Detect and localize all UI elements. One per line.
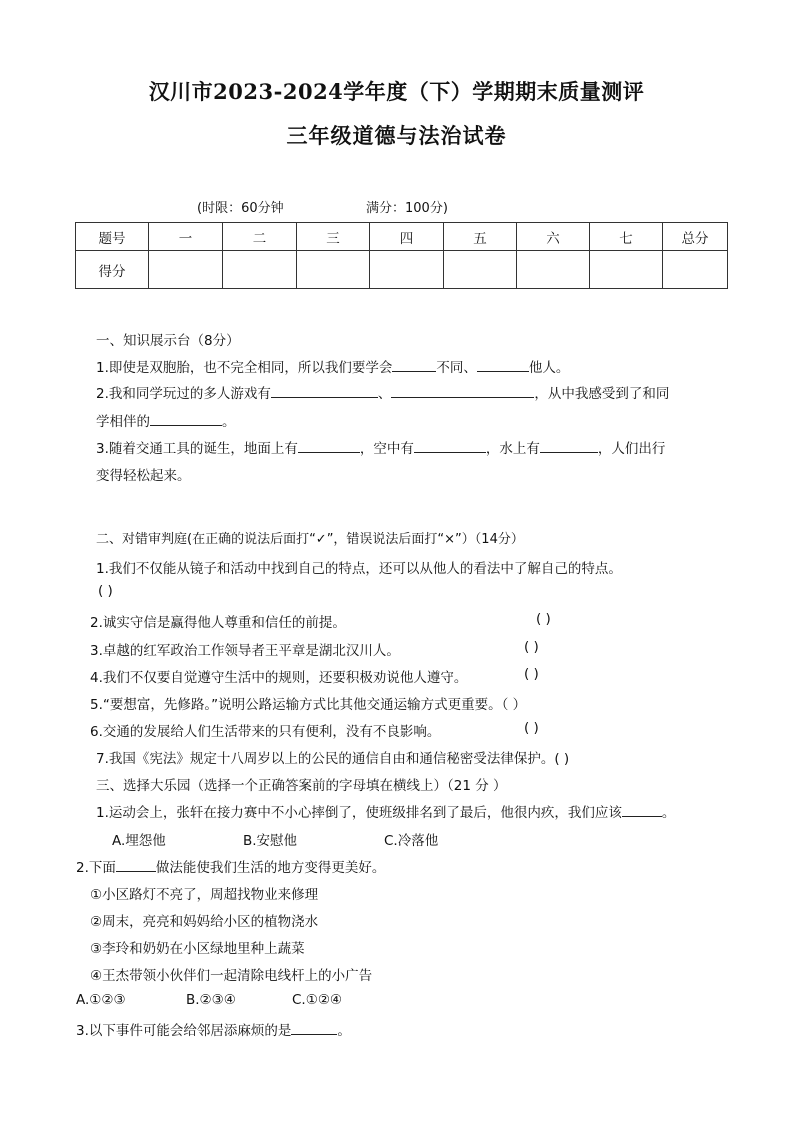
- question-text: 他人。: [528, 360, 570, 376]
- table-cell: 六: [517, 223, 590, 251]
- score-cell[interactable]: [517, 251, 590, 289]
- question-text: 不同、: [436, 360, 477, 376]
- score-cell[interactable]: [223, 251, 297, 289]
- s1-question-1: [96, 356, 569, 376]
- s2-question-7: 7.我国《宪法》规定十八周岁以上的公民的通信自由和通信秘密受法律保护。( ): [96, 751, 570, 767]
- table-cell: 五: [444, 223, 517, 251]
- score-cell[interactable]: [663, 251, 728, 289]
- s2-question-4: 4.我们不仅要自觉遵守生活中的规则，还要积极劝说他人遵守。: [90, 670, 468, 686]
- s2-question-6: 6.交通的发展给人们生活带来的只有便利，没有不良影响。: [90, 724, 441, 740]
- question-text: 3.以下事件可能会给邻居添麻烦的是: [76, 1023, 292, 1039]
- list-item: ③李玲和奶奶在小区绿地里种上蔬菜: [90, 941, 305, 957]
- question-text: 、: [377, 386, 392, 402]
- s3-question-3: [76, 1019, 351, 1039]
- score-cell[interactable]: [370, 251, 444, 289]
- option-a[interactable]: A.①②③: [76, 992, 126, 1008]
- answer-blank[interactable]: [392, 356, 436, 372]
- table-cell: 三: [297, 223, 370, 251]
- answer-blank[interactable]: [540, 437, 598, 453]
- answer-blank[interactable]: [150, 410, 222, 426]
- question-text: 1.运动会上，张轩在接力赛中不小心摔倒了，使班级排名到了最后，他很内疚，我们应该: [96, 805, 622, 821]
- s2-question-5: 5.“要想富，先修路。”说明公路运输方式比其他交通运输方式更重要。（ ）: [90, 697, 527, 713]
- answer-paren[interactable]: ( ): [524, 720, 539, 736]
- answer-blank[interactable]: [622, 801, 662, 817]
- s2-question-1: 1.我们不仅能从镜子和活动中找到自己的特点，还可以从他人的看法中了解自己的特点。: [96, 561, 622, 577]
- section1-heading: 一、知识展示台（8分）: [96, 333, 240, 349]
- question-text: ，水上有: [485, 441, 540, 457]
- question-text: ，从中我感受到了和同: [534, 386, 670, 402]
- table-cell: 题号: [76, 223, 149, 251]
- full-score: 满分：100分): [366, 201, 448, 216]
- question-text: 2.下面: [76, 860, 116, 876]
- table-cell: 得分: [76, 251, 149, 289]
- s3-question-1: [96, 801, 675, 821]
- score-table-score-row: [76, 251, 728, 289]
- score-cell[interactable]: [297, 251, 370, 289]
- option-b[interactable]: B.安慰他: [243, 833, 298, 849]
- page-subtitle: 三年级道德与法治试卷: [286, 123, 507, 148]
- answer-blank[interactable]: [477, 356, 529, 372]
- question-text: 。: [337, 1023, 351, 1039]
- s2-question-3: 3.卓越的红军政治工作领导者王平章是湖北汉川人。: [90, 643, 400, 659]
- s1-question-3: [96, 437, 665, 457]
- question-text: 学相伴的: [96, 414, 150, 430]
- question-text: 2.我和同学玩过的多人游戏有: [96, 386, 271, 402]
- answer-blank[interactable]: [116, 856, 156, 872]
- question-text: 3.随着交通工具的诞生，地面上有: [96, 441, 298, 457]
- answer-paren[interactable]: ( ): [524, 639, 539, 655]
- question-text: ，空中有: [359, 441, 414, 457]
- score-cell[interactable]: [590, 251, 663, 289]
- table-cell: 二: [223, 223, 297, 251]
- s1-question-2: [96, 382, 669, 402]
- option-c[interactable]: C.冷落他: [384, 833, 439, 849]
- s1-question-3-cont: 变得轻松起来。: [96, 468, 191, 484]
- page-title: 汉川市2023-2024学年度（下）学期期末质量测评: [148, 79, 645, 104]
- table-cell: 一: [149, 223, 223, 251]
- answer-blank[interactable]: [391, 382, 534, 398]
- s3-question-2: [76, 856, 385, 876]
- option-a[interactable]: A.埋怨他: [112, 833, 166, 849]
- score-cell[interactable]: [149, 251, 223, 289]
- answer-paren[interactable]: ( ): [536, 611, 551, 627]
- question-text: 。: [661, 805, 676, 821]
- s1-question-2-cont: [96, 410, 236, 430]
- option-b[interactable]: B.②③④: [186, 992, 236, 1008]
- answer-blank[interactable]: [271, 382, 378, 398]
- question-text: 1.即使是双胞胎，也不完全相同，所以我们要学会: [96, 360, 393, 376]
- answer-paren[interactable]: ( ): [524, 666, 539, 682]
- answer-paren[interactable]: ( ): [98, 583, 113, 599]
- answer-blank[interactable]: [298, 437, 360, 453]
- list-item: ②周末，亮亮和妈妈给小区的植物浇水: [90, 914, 319, 930]
- question-text: 。: [222, 414, 236, 430]
- list-item: ①小区路灯不亮了，周超找物业来修理: [90, 887, 319, 903]
- table-cell: 七: [590, 223, 663, 251]
- option-c[interactable]: C.①②④: [292, 992, 343, 1008]
- answer-blank[interactable]: [291, 1019, 337, 1035]
- score-table-header-row: [76, 223, 728, 251]
- score-table: [75, 222, 728, 289]
- score-cell[interactable]: [444, 251, 517, 289]
- question-text: ，人们出行: [597, 441, 666, 457]
- answer-blank[interactable]: [414, 437, 486, 453]
- s2-question-2: 2.诚实守信是赢得他人尊重和信任的前提。: [90, 615, 346, 631]
- time-limit: (时限：60分钟: [197, 201, 284, 216]
- table-cell: 四: [370, 223, 444, 251]
- section2-heading: 二、对错审判庭(在正确的说法后面打“✓”，错误说法后面打“×”）（14分）: [96, 532, 524, 547]
- question-text: 做法能使我们生活的地方变得更美好。: [155, 860, 386, 876]
- table-cell: 总分: [663, 223, 728, 251]
- list-item: ④王杰带领小伙伴们一起清除电线杆上的小广告: [90, 968, 373, 984]
- section3-heading: 三、选择大乐园（选择一个正确答案前的字母填在横线上）（21 分 ）: [96, 778, 507, 794]
